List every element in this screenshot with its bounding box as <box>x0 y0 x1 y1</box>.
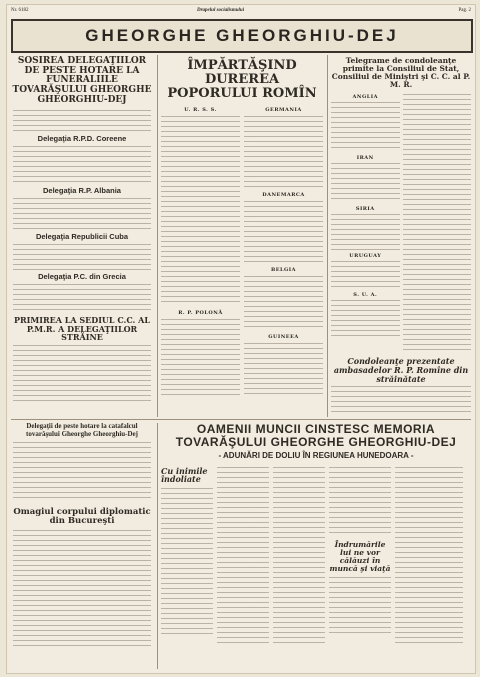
column-rule <box>157 55 158 417</box>
middle-subcolumn <box>244 107 323 399</box>
text-block <box>403 94 472 352</box>
text-block <box>161 116 240 306</box>
banner-title: GHEORGHE GHEORGHIU-DEJ <box>85 26 399 45</box>
page-header <box>7 5 475 18</box>
text-block <box>13 110 151 132</box>
text-block <box>161 319 240 399</box>
left-headline-2: PRIMIREA LA SEDIUL C.C. AL P.M.R. A DELEGAŢIILOR STRĂINE <box>14 314 150 343</box>
title-banner <box>11 19 473 53</box>
right-subcolumn <box>331 94 400 352</box>
middle-text-columns <box>161 107 323 399</box>
country-label: BELGIA <box>270 267 297 274</box>
text-block <box>13 345 151 405</box>
text-block <box>331 261 400 289</box>
right-column <box>331 55 471 417</box>
text-block <box>13 198 151 230</box>
country-label: R. P. POLONĂ <box>178 310 223 317</box>
country-label: IRAN <box>356 155 374 162</box>
country-label: S. U. A. <box>353 292 378 299</box>
bottom-subcolumn <box>161 467 213 647</box>
text-block <box>161 488 213 638</box>
country-label: U. R. S. S. <box>184 107 217 114</box>
section-title: Delegaţia Republicii Cuba <box>35 231 129 241</box>
right-text-columns <box>331 94 471 352</box>
bottom-subcolumn <box>395 467 463 647</box>
text-block <box>13 284 151 312</box>
section-title: Delegaţia R.P.D. Coreene <box>37 133 127 143</box>
left-headline: SOSIREA DELEGAŢIILOR DE PESTE HOTARE LA FUNERALIILE TOVARĂŞULUI GHEORGHE GHEORGHIU-DEJ <box>12 56 152 105</box>
country-label: URUGUAY <box>349 253 382 260</box>
text-block <box>331 163 400 203</box>
bottom-headline: OAMENII MUNCII CINSTESC MEMORIA TOVARĂŞULUI GHEORGHE GHEORGHIU-DEJ <box>175 423 457 449</box>
right-subcolumn <box>403 94 472 352</box>
middle-subcolumn <box>161 107 240 399</box>
text-block <box>13 146 151 184</box>
text-block <box>331 386 471 416</box>
text-block <box>331 300 400 340</box>
issue-number: Nr. 6182 <box>11 8 29 13</box>
column-rule <box>157 423 158 669</box>
text-block <box>273 467 325 647</box>
text-block <box>13 442 151 502</box>
text-block <box>13 244 151 270</box>
text-block <box>244 343 323 395</box>
bottom-subcolumn <box>329 467 391 647</box>
country-label: ANGLIA <box>352 94 378 101</box>
page-number: Pag. 2 <box>458 8 471 13</box>
country-label: GUINEEA <box>268 334 299 341</box>
paper-name: Drapelul socialismului <box>197 8 245 13</box>
country-label: DANEMARCA <box>262 192 305 199</box>
left-bottom <box>11 423 153 669</box>
country-label: GERMANIA <box>265 107 302 114</box>
country-label: SIRIA <box>355 206 375 213</box>
newspaper-page <box>6 4 476 674</box>
bottom-subheadline: - ADUNĂRI DE DOLIU ÎN REGIUNEA HUNEDOARA - <box>218 450 414 460</box>
text-block <box>244 201 323 263</box>
right-headline-2: Condoleanţe prezentate ambasadelor R. P. Romîne din străinătate <box>333 356 469 384</box>
right-headline: Telegrame de condoleanţe primite la Consiliul de Stat, Consiliul de Miniştri şi C. C. al P. M. R. <box>331 56 471 90</box>
text-block <box>331 214 400 250</box>
bottom-section <box>161 423 471 669</box>
bottom-text-columns <box>161 467 471 647</box>
column-rule <box>327 55 328 417</box>
bottom-subcolumn <box>217 467 269 647</box>
section-title: Delegaţia R.P. Albania <box>43 185 121 195</box>
left-headline-3: Delegaţii de peste hotare la catafalcul tovarăşului Gheorghe Gheorghiu-Dej <box>26 423 138 438</box>
text-block <box>331 102 400 152</box>
section-divider <box>11 419 471 420</box>
text-block <box>13 530 151 650</box>
text-block <box>244 116 323 188</box>
bottom-subcolumn <box>273 467 325 647</box>
text-block <box>329 577 391 637</box>
text-block <box>244 276 323 330</box>
left-headline-4: Omagiul corpului diplomatic din Bucureşti <box>13 507 151 527</box>
bottom-subhead-2: Îndrumările lui ne vor călăuzi în muncă şi viaţă <box>329 539 391 573</box>
section-title: Delegaţia P.C. din Grecia <box>38 271 126 281</box>
text-block <box>217 467 269 647</box>
bottom-subhead-1: Cu inimile îndoliate <box>161 465 208 485</box>
middle-column <box>161 55 323 417</box>
text-block <box>395 467 463 647</box>
text-block <box>329 467 391 537</box>
left-column <box>11 55 153 417</box>
middle-headline: ÎMPĂRTĂŞIND DUREREA POPORULUI ROMÎN <box>167 58 317 102</box>
